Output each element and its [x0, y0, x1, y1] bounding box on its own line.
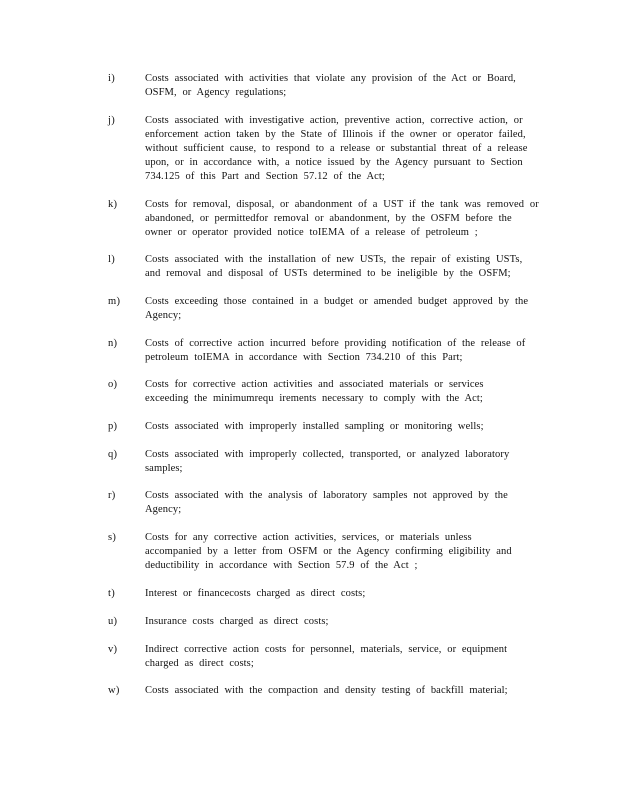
text-line: samples; — [145, 463, 183, 474]
text-line: OSFM, or Agency regulations; — [145, 87, 287, 98]
item-label: o) — [108, 379, 118, 390]
item-text — [145, 253, 545, 281]
text-line: and removal and disposal of USTs determined to be ineligible by the OSFM; — [145, 268, 511, 279]
text-line: Costs associated with the compaction and density testing of backfill material; — [145, 685, 508, 696]
item-text — [145, 295, 545, 323]
text-line: Agency; — [145, 310, 182, 321]
text-line: charged as direct costs; — [145, 658, 254, 669]
item-text — [145, 378, 545, 406]
item-text — [145, 615, 545, 629]
text-line: 734.125 of this Part and Section 57.12 of the Act; — [145, 171, 385, 182]
item-label: r) — [108, 490, 116, 501]
item-text — [145, 72, 545, 100]
item-text — [145, 114, 545, 184]
text-line: Costs for removal, disposal, or abandonment of a UST if the tank was removed or — [145, 199, 539, 210]
item-label: p) — [108, 421, 118, 432]
text-line: Costs associated with the analysis of laboratory samples not approved by the — [145, 490, 508, 501]
text-line: deductibility in accordance with Section 57.9 of the Act ; — [145, 560, 418, 571]
text-line: without sufficient cause, to respond to a release or substantial threat of a release — [145, 143, 528, 154]
text-line: upon, or in accordance with, a notice issued by the Agency pursuant to Section — [145, 157, 523, 168]
item-label: v) — [108, 644, 118, 655]
text-line: exceeding the minimumrequ irements necessary to comply with the Act; — [145, 393, 483, 404]
text-line: Costs associated with the installation of new USTs, the repair of existing USTs, — [145, 254, 523, 265]
item-text — [145, 587, 545, 601]
text-line: enforcement action taken by the State of Illinois if the owner or operator failed, — [145, 129, 526, 140]
item-text — [145, 337, 545, 365]
text-line: accompanied by a letter from OSFM or the Agency confirming eligibility and — [145, 546, 512, 557]
item-text — [145, 198, 545, 240]
item-text — [145, 489, 545, 517]
text-line: Costs associated with investigative action, preventive action, corrective action, or — [145, 115, 523, 126]
item-label: t) — [108, 588, 116, 599]
text-line: Interest or financecosts charged as direct costs; — [145, 588, 366, 599]
item-label: s) — [108, 532, 117, 543]
text-line: petroleum toIEMA in accordance with Section 734.210 of this Part; — [145, 352, 463, 363]
text-line: Costs for any corrective action activities, services, or materials unless — [145, 532, 472, 543]
item-label: j) — [108, 115, 116, 126]
item-text — [145, 420, 545, 434]
text-line: Insurance costs charged as direct costs; — [145, 616, 329, 627]
item-label: m) — [108, 296, 121, 307]
item-text — [145, 531, 545, 573]
item-text — [145, 448, 545, 476]
text-line: owner or operator provided notice toIEMA of a release of petroleum ; — [145, 227, 478, 238]
text-line: Costs associated with activities that violate any provision of the Act or Board, — [145, 73, 516, 84]
item-label: q) — [108, 449, 118, 460]
item-label: n) — [108, 338, 118, 349]
item-label: k) — [108, 199, 118, 210]
item-label: l) — [108, 254, 116, 265]
text-line: Costs associated with improperly collected, transported, or analyzed laboratory — [145, 449, 510, 460]
item-label: i) — [108, 73, 116, 84]
text-line: Agency; — [145, 504, 182, 515]
item-text — [145, 643, 545, 671]
item-label: w) — [108, 685, 120, 696]
item-label: u) — [108, 616, 118, 627]
text-line: Costs exceeding those contained in a budget or amended budget approved by the — [145, 296, 529, 307]
text-line: Costs for corrective action activities and associated materials or services — [145, 379, 484, 390]
item-text — [145, 684, 545, 698]
text-line: Costs of corrective action incurred before providing notification of the release of — [145, 338, 526, 349]
text-line: abandoned, or permittedfor removal or abandonment, by the OSFM before the — [145, 213, 512, 224]
text-line: Costs associated with improperly installed sampling or monitoring wells; — [145, 421, 484, 432]
text-line: Indirect corrective action costs for personnel, materials, service, or equipment — [145, 644, 508, 655]
